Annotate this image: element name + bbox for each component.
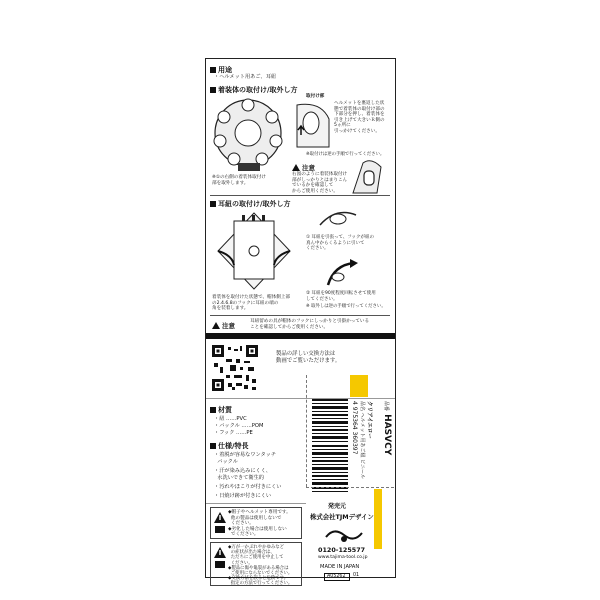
warning-text-2: ◆万が一かぶれやかゆみなど の症状が出た場合は、 ただちにご使用を中止して ください。 ◆製品に傷や亀裂がある場合は ご使用にならないでください。 ◆交換方法を誤ると危険です。 指定の方法で行ってください。: [228, 545, 293, 587]
qr-code[interactable]: [212, 345, 258, 391]
ear-step1-diagram: [316, 205, 360, 235]
code-suffix: 01: [353, 573, 360, 578]
attach-caution-header: 注意: [292, 163, 315, 172]
ear-step1: ① 耳紐を引張って、フックが紐の 真ん中からくるように引いて ください。: [306, 235, 375, 252]
ear-step2: ② 耳紐を90度程度回転させて使用 してください。: [306, 291, 376, 302]
seller-url: www.tajima-tool.co.jp: [318, 555, 368, 560]
divider: [210, 195, 390, 196]
square-bullet-icon: [210, 407, 216, 413]
color-swatch: [350, 375, 368, 397]
seller-label: 発売元: [328, 503, 347, 510]
section-ear-title: 耳紐の取付け/取外し方: [210, 199, 291, 209]
feature-line-2: バックル: [214, 459, 238, 465]
material-line-1: ・紐 ……PVC: [214, 416, 247, 422]
cut-line: [306, 375, 307, 487]
attach-part-diagram: [291, 101, 335, 151]
feature-line-5: ・汚れやほこりが付きにくい: [214, 484, 282, 490]
barcode: [310, 399, 350, 495]
attach-part-label: 取付け部: [306, 94, 325, 99]
warning-text-1: ◆帽子やヘルメット専用です。 他の製品は使用しないで ください。 ◆劣化した場合は使用しない でください。: [228, 510, 291, 538]
origin: MADE IN JAPAN: [320, 564, 360, 570]
square-bullet-icon: [210, 201, 216, 207]
package-card: [205, 58, 396, 587]
cut-line: [306, 487, 394, 488]
seller-name: 株式会社TJMデザイン: [310, 513, 374, 521]
material-line-2: ・バックル ……POM: [214, 423, 264, 429]
ear-caution-text: 耳紐留めの具が帽体のフックにしっかりと引掛かっている ことを確認してからご使用ください。: [250, 319, 370, 330]
qr-caption: 製品の詳しい交換方法は 動画でご覧いただけます。: [276, 351, 341, 364]
caution-detail-diagram: [351, 159, 387, 195]
separator-band: [206, 333, 395, 339]
warning-box-1: [210, 507, 302, 539]
code-box: A05262: [324, 573, 350, 581]
ear-step2-note: ※ 取外しは逆の手順で行ってください。: [306, 304, 386, 309]
ear-strap-diagram: [212, 209, 296, 293]
jan-number: 4 975364 360397: [351, 401, 358, 455]
divider: [206, 398, 395, 399]
divider: [210, 315, 390, 316]
divider: [206, 503, 306, 504]
feature-line-4: 水洗いできて衛生的: [214, 475, 264, 481]
section-material-title: 材質: [210, 405, 232, 415]
product-code: 品番 HASVCY: [382, 401, 392, 456]
section-attach-title: 着装体の取付け/取外し方: [210, 85, 298, 95]
attach-caution-text: 右図のように着装体取付け 部がしっかりとはまりこん でいるかを確認して からご使用ください。: [292, 172, 348, 194]
feature-line-6: ・日焼け跡が付きにくい: [214, 493, 272, 499]
ear-caution-header: 注意: [212, 321, 235, 330]
attach-left-caption: ※①の右側の着装体取付け 部を取外します。: [212, 175, 266, 186]
ear-left-caption: 着装体を取付けた状態で、帽体側上部 の2.4.6.8のフックに耳紐の端の 角を装着します。: [212, 295, 291, 312]
material-line-3: ・フック ……PE: [214, 430, 253, 436]
warning-box-2: [210, 542, 302, 586]
section-usage-title: 用途: [210, 65, 232, 75]
usage-text: ・ヘルメット用あご、耳紐: [214, 74, 277, 80]
square-bullet-icon: [210, 67, 216, 73]
color-strip: [374, 489, 382, 549]
square-bullet-icon: [210, 443, 216, 449]
warning-icon: [212, 322, 220, 329]
seller-phone: 0120-125577: [318, 546, 366, 554]
attach-step1-note: ※取付けは逆の手順で行ってください。: [306, 152, 385, 157]
product-name-label: 品名 ヘルメット用あご紐 ビニール: [359, 401, 365, 479]
warning-icon: [292, 164, 300, 171]
ear-step2-diagram: [324, 255, 374, 291]
attach-step1: ヘルメットを裏返した状 態で着装体の取付け部の 下部分を押し、着装体を 引き上げて大きいＲ側の 5ヵ所に 引っかけてください。: [334, 101, 385, 134]
feature-line-3: ・汗が染み込みにくく、: [214, 468, 271, 474]
square-bullet-icon: [210, 87, 216, 93]
section-features-title: 仕様/特長: [210, 441, 249, 451]
helmet-top-diagram: [210, 95, 288, 175]
warning-icon: [213, 511, 227, 535]
product-color: クリアイエロー: [366, 401, 372, 439]
tajima-logo: [324, 527, 364, 547]
feature-line-1: ・着脱が容易なワンタッチ: [214, 452, 277, 458]
warning-icon: [213, 546, 227, 570]
